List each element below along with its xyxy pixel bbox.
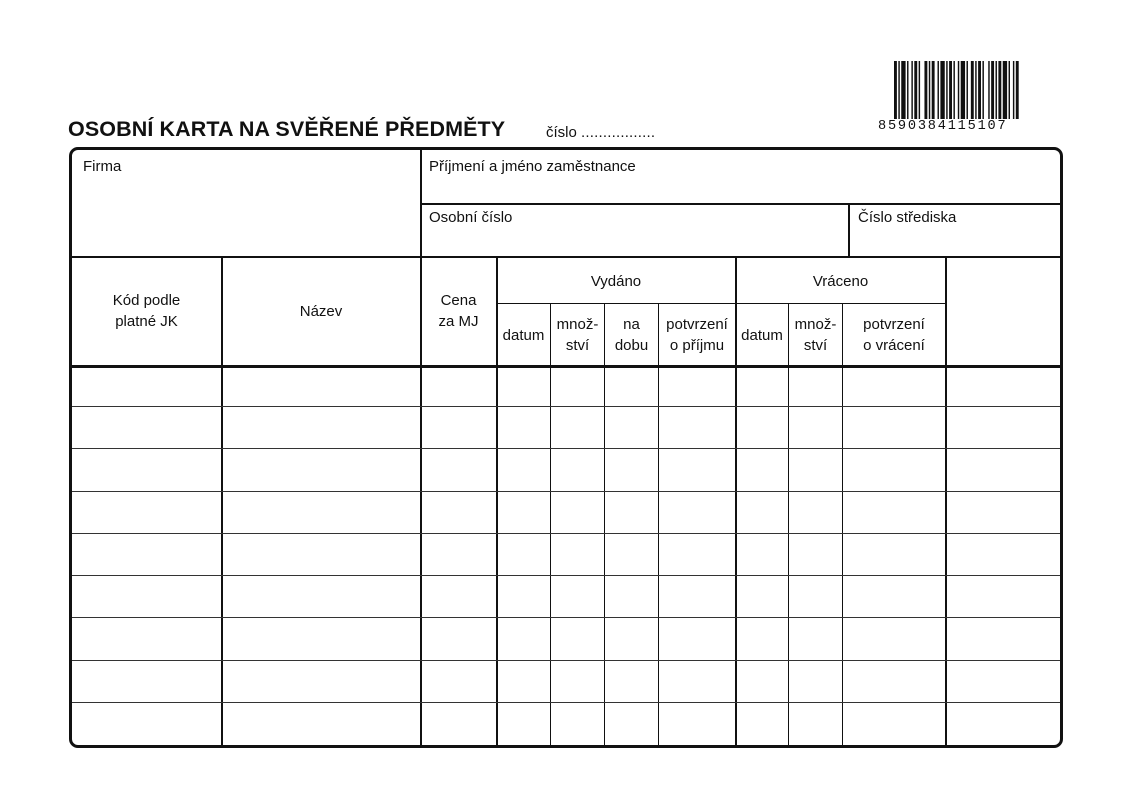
col-header-nazev: Název (299, 302, 343, 320)
column-divider (842, 304, 843, 748)
table-row[interactable] (72, 533, 1063, 534)
col-header-kod: Kód podle platné JK (112, 292, 181, 330)
table-row[interactable] (72, 617, 1063, 618)
divider (848, 203, 850, 257)
column-divider (945, 257, 947, 748)
card-number-dots: ................. (581, 124, 656, 141)
header-bottom-divider (72, 365, 1063, 368)
column-divider (604, 304, 605, 748)
column-divider (550, 304, 551, 748)
col-header-issued-datum: datum (502, 326, 545, 344)
col-header-issued-mnozstvi: množ- ství (556, 316, 599, 354)
table-row[interactable] (72, 660, 1063, 661)
col-header-issued-potvrzeni: potvrzení o příjmu (666, 316, 728, 354)
table-row[interactable] (72, 575, 1063, 576)
col-header-returned-potvrzeni: potvrzení o vrácení (863, 316, 925, 354)
barcode-number: 8590384115107 (878, 119, 1068, 134)
center-number-label: Číslo střediska (858, 209, 957, 226)
personal-number-label: Osobní číslo (429, 209, 513, 226)
firma-label: Firma (83, 158, 122, 175)
col-header-issued-nadobu: na dobu (614, 316, 649, 354)
form-title: OSOBNÍ KARTA NA SVĚŘENÉ PŘEDMĚTY (68, 117, 506, 141)
column-divider (658, 304, 659, 748)
table-row[interactable] (72, 448, 1063, 449)
card-number-field[interactable] (546, 124, 655, 141)
form-box (69, 147, 1063, 748)
group-header-vraceno: Vráceno (812, 272, 869, 290)
employee-name-label: Příjmení a jméno zaměstnance (429, 158, 636, 175)
group-header-vydano: Vydáno (590, 272, 642, 290)
card-number-label: číslo (546, 124, 577, 141)
col-header-returned-mnozstvi: množ- ství (794, 316, 837, 354)
col-header-cena: Cena za MJ (438, 292, 479, 330)
table-row[interactable] (72, 491, 1063, 492)
column-divider (788, 304, 789, 748)
table-row[interactable] (72, 406, 1063, 407)
divider (496, 303, 945, 304)
divider (420, 203, 1063, 205)
col-header-returned-datum: datum (741, 326, 783, 344)
table-row[interactable] (72, 702, 1063, 703)
